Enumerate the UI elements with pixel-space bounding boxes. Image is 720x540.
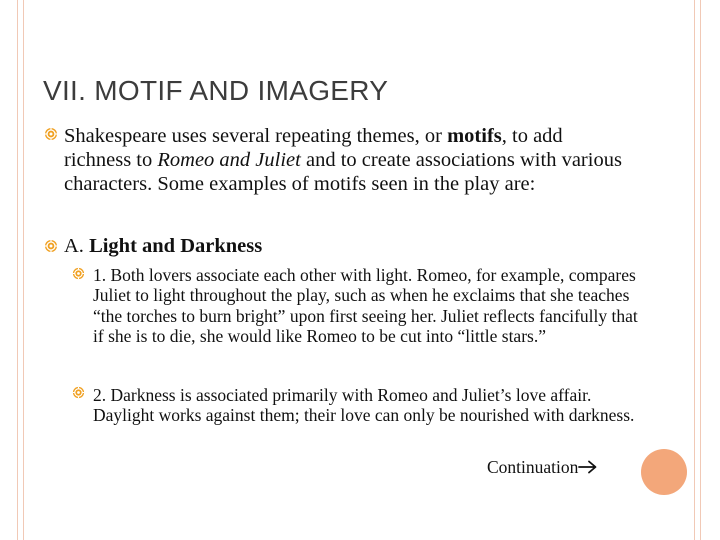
continuation-label: Continuation <box>487 457 579 477</box>
slide-title: VII. MOTIF AND IMAGERY <box>43 75 389 106</box>
bullet-text-italic: Romeo and Juliet <box>157 149 301 171</box>
bullet-text-part: and to create associations with various characters. Some examples of motifs seen in the play are: <box>64 149 622 195</box>
sub-bullet-light: 1. Both lovers associate each other with light. Romeo, for example, compares Juliet to light throughout the play, such as when he exclaims that she teaches “the torches to burn bright” upon first seeing her. Juliet reflects fancifully that if she is to die, she would like Romeo to be cut into “little stars.” <box>93 265 638 347</box>
circle-decoration <box>641 449 687 495</box>
bullet-text-part: Shakespeare uses several repeating themes, or <box>64 125 448 147</box>
bullet-light-and-darkness <box>64 234 624 258</box>
bullet-heading-bold: Light and Darkness <box>89 235 263 257</box>
arrow-right-icon <box>578 460 598 474</box>
bullet-motifs-intro <box>64 124 624 196</box>
gear-bullet-icon <box>44 239 58 253</box>
sub-bullet-darkness: 2. Darkness is associated primarily with Romeo and Juliet’s love affair. Daylight works against them; their love can only be nourished with darkness. <box>93 385 635 426</box>
gear-bullet-icon <box>72 267 85 280</box>
continuation-link[interactable] <box>487 456 598 478</box>
bullet-text-part: , to add richness to <box>64 125 563 171</box>
gear-bullet-icon <box>72 386 85 399</box>
bullet-prefix: A. <box>64 235 90 257</box>
bullet-text-bold: motifs <box>447 125 502 147</box>
gear-bullet-icon <box>44 127 58 141</box>
